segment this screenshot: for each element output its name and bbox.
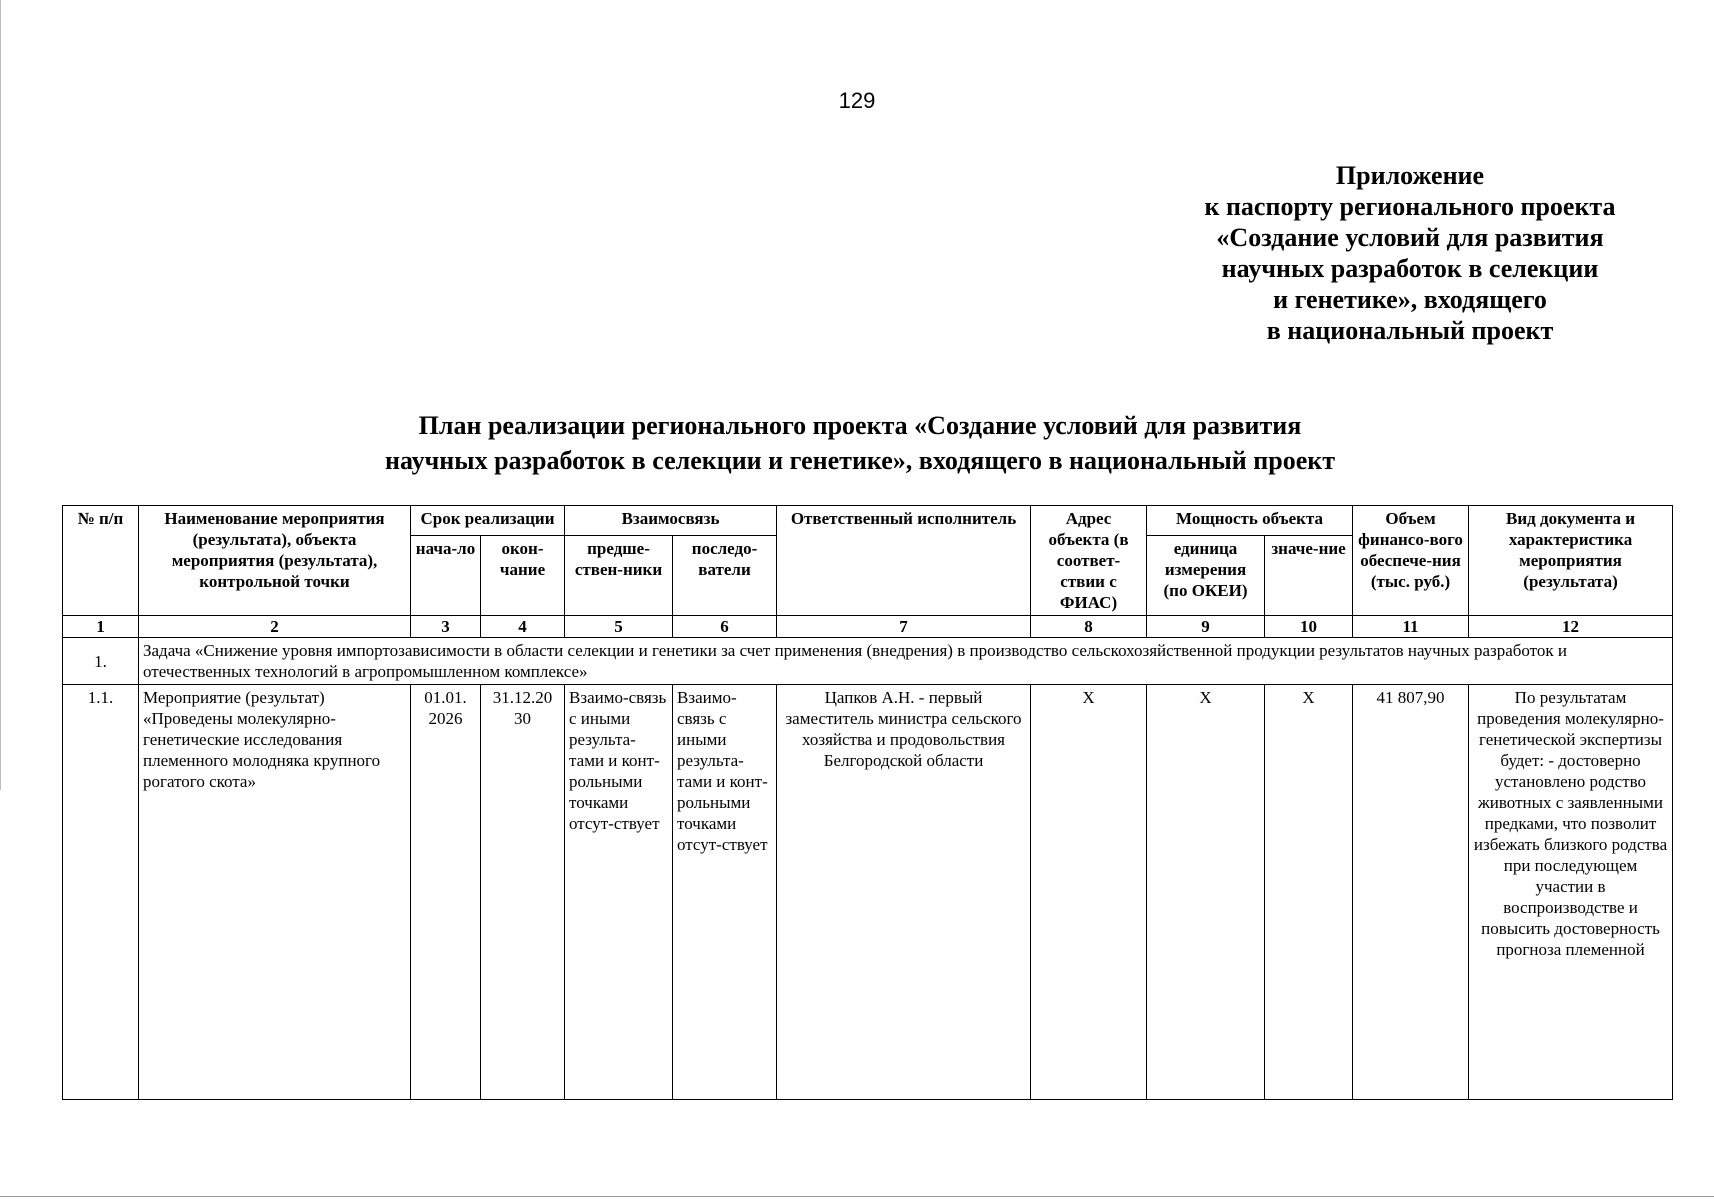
row-responsible: Цапков А.Н. - первый заместитель министра сельского хозяйства и продовольствия Белгородской области <box>777 685 1031 1100</box>
implementation-plan-table <box>62 505 1673 1100</box>
column-number: 9 <box>1147 616 1265 638</box>
column-number: 12 <box>1469 616 1673 638</box>
appendix-line: в национальный проект <box>1266 316 1554 345</box>
appendix-line: научных разработок в селекции <box>1221 254 1599 283</box>
column-number: 10 <box>1265 616 1353 638</box>
row-address: Х <box>1031 685 1147 1100</box>
row-volume: 41 807,90 <box>1353 685 1469 1100</box>
row-num: 1.1. <box>63 685 139 1100</box>
column-number: 2 <box>139 616 411 638</box>
header-capacity: Мощность объекта <box>1147 506 1353 536</box>
task-row <box>63 638 1673 685</box>
appendix-line: к паспорту регионального проекта <box>1204 192 1616 221</box>
header-term: Срок реализации <box>411 506 565 536</box>
row-start-date: 01.01. 2026 <box>411 685 481 1100</box>
scan-edge-line <box>0 0 1 790</box>
header-term-start: нача-ло <box>411 536 481 616</box>
table-row <box>63 685 1673 1100</box>
column-number: 5 <box>565 616 673 638</box>
row-name: Мероприятие (результат) «Проведены молекулярно-генетические исследования племенного молодняка крупного рогатого скота» <box>139 685 411 1100</box>
header-responsible: Ответственный исполнитель <box>777 506 1031 616</box>
column-number: 6 <box>673 616 777 638</box>
header-num: № п/п <box>63 506 139 616</box>
appendix-line: и генетике», входящего <box>1273 285 1547 314</box>
task-row-text: Задача «Снижение уровня импортозависимости в области селекции и генетики за счет применения (внедрения) в производство сельскохозяйственной продукции результатов научных разработок и отечественных технологий в агропромышленном комплексе» <box>139 638 1673 685</box>
row-predecessors: Взаимо-связь с иными результа-тами и конт-рольными точками отсут-ствует <box>565 685 673 1100</box>
column-number: 7 <box>777 616 1031 638</box>
appendix-line: «Создание условий для развития <box>1216 223 1604 252</box>
column-number: 8 <box>1031 616 1147 638</box>
header-successors: последо-ватели <box>673 536 777 616</box>
header-relation: Взаимосвязь <box>565 506 777 536</box>
row-end-date: 31.12.20 30 <box>481 685 565 1100</box>
header-volume: Объем финансо-вого обеспече-ния (тыс. руб.) <box>1353 506 1469 616</box>
appendix-caption <box>1160 160 1660 346</box>
scan-bottom-line <box>0 1196 1714 1197</box>
row-value: Х <box>1265 685 1353 1100</box>
header-term-end: окон-чание <box>481 536 565 616</box>
row-doc-type: По результатам проведения молекулярно-генетической экспертизы будет: - достоверно установлено родство животных с заявленными предками, что позволит избежать близкого родства при последующем участии в воспроизводстве и повысить достоверность прогноза племенной <box>1469 685 1673 1100</box>
column-number: 1 <box>63 616 139 638</box>
appendix-line: Приложение <box>1335 161 1485 190</box>
header-predecessors: предше-ствен-ники <box>565 536 673 616</box>
column-number: 11 <box>1353 616 1469 638</box>
row-successors: Взаимо-связь с иными результа-тами и конт-рольными точками отсут-ствует <box>673 685 777 1100</box>
column-number: 4 <box>481 616 565 638</box>
header-value: значе-ние <box>1265 536 1353 616</box>
plan-title-line: научных разработок в селекции и генетике», входящего в национальный проект <box>384 446 1335 475</box>
row-unit: Х <box>1147 685 1265 1100</box>
column-number: 3 <box>411 616 481 638</box>
header-address: Адрес объекта (в соответ-ствии с ФИАС) <box>1031 506 1147 616</box>
header-row-top <box>63 506 1673 536</box>
header-name: Наименование мероприятия (результата), объекта мероприятия (результата), контрольной точки <box>139 506 411 616</box>
column-number-row <box>63 616 1673 638</box>
task-row-num: 1. <box>63 638 139 685</box>
header-unit: единица измерения (по ОКЕИ) <box>1147 536 1265 616</box>
page-number: 129 <box>838 88 876 113</box>
plan-title <box>300 408 1420 478</box>
plan-title-line: План реализации регионального проекта «Создание условий для развития <box>418 411 1302 440</box>
header-doc-type: Вид документа и характеристика мероприятия (результата) <box>1469 506 1673 616</box>
